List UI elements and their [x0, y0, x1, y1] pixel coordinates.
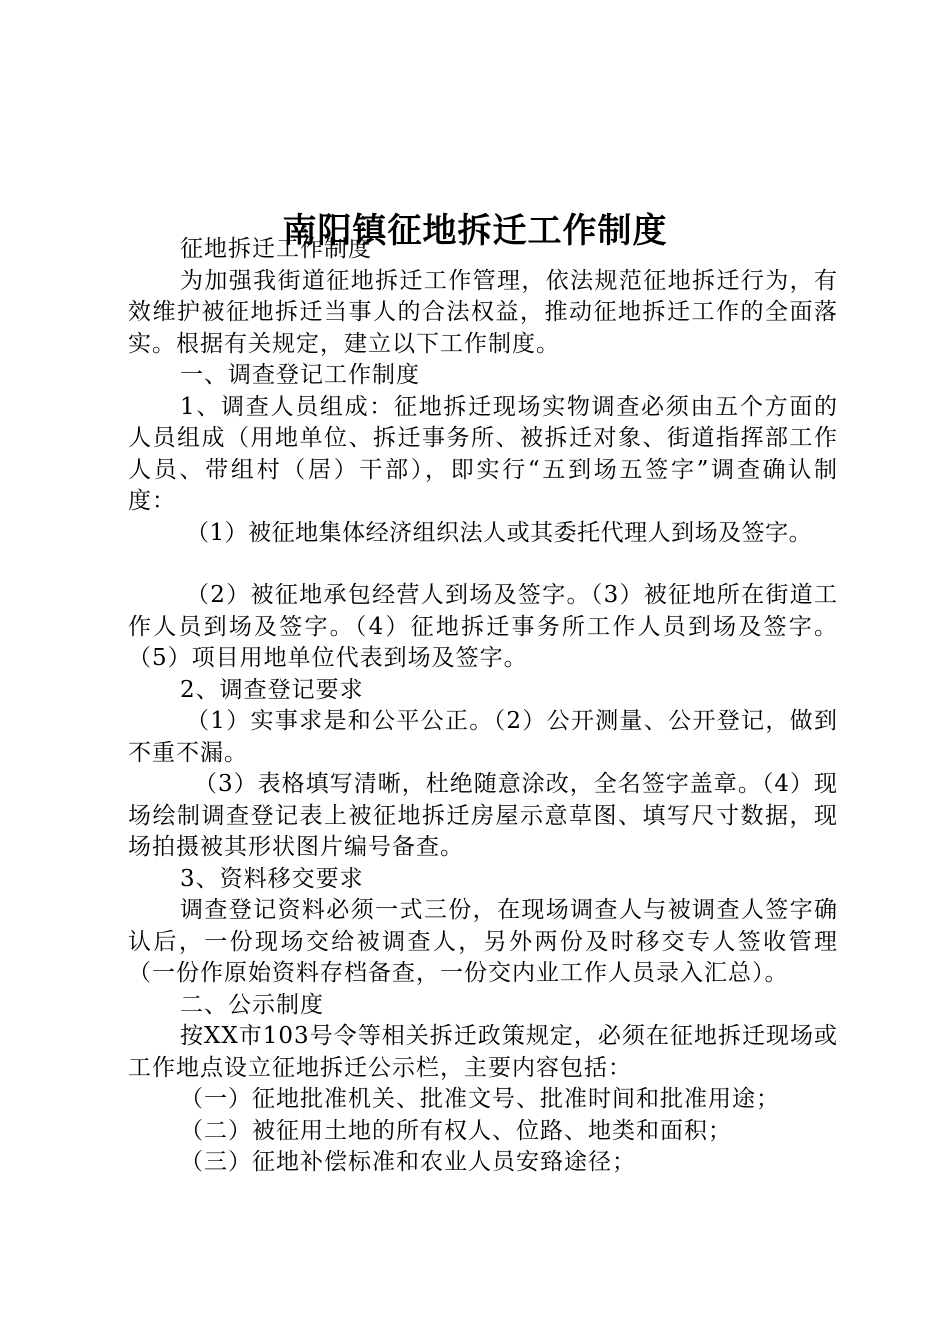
document-title: 南阳镇征地拆迁工作制度 [282, 210, 668, 251]
list-item-3: （三）征地补偿标准和农业人员安臵途径； [180, 1149, 636, 1175]
paragraph-publicity: 按XX市103号令等相关拆迁政策规定，必须在征地拆迁现场或工作地点设立征地拆迁公示栏，主要内容包括： [128, 1023, 838, 1081]
section-heading-transfer: 3、资料移交要求 [180, 865, 364, 892]
paragraph-requirements-3-4: （3）表格填写清晰，杜绝随意涂改，全名签字盖章。（4）现场绘制调查登记表上被征地拆迁房屋示意草图、填写尺寸数据，现场拍摄被其形状图片编号备查。 [128, 771, 838, 860]
section-heading-publicity: 二、公示制度 [180, 991, 324, 1018]
section-heading-survey-requirements: 2、调查登记要求 [180, 676, 364, 703]
section-heading-survey: 一、调查登记工作制度 [180, 362, 420, 388]
list-item-1: （一）征地批准机关、批准文号、批准时间和批准用途； [180, 1086, 780, 1112]
paragraph-item-1: （1）被征地集体经济组织法人或其委托代理人到场及签字。 [186, 519, 813, 546]
blank-line [128, 549, 838, 580]
paragraph-intro: 为加强我街道征地拆迁工作管理，依法规范征地拆迁行为，有效维护被征地拆迁当事人的合法权益，推动征地拆迁工作的全面落实。根据有关规定，建立以下工作制度。 [128, 267, 838, 357]
paragraph-items-2-5: （2）被征地承包经营人到场及签字。（3）被征地所在街道工作人员到场及签字。（4）征地拆迁事务所工作人员到场及签字。（5）项目用地单位代表到场及签字。 [128, 582, 838, 671]
paragraph-subtitle: 征地拆迁工作制度 [180, 236, 372, 262]
document-body [128, 234, 838, 1179]
paragraph-requirements-1-2: （1）实事求是和公平公正。（2）公开测量、公开登记，做到不重不漏。 [128, 708, 838, 766]
list-item-2: （二）被征用土地的所有权人、位路、地类和面积； [180, 1117, 732, 1144]
paragraph-survey-personnel: 1、调查人员组成：征地拆迁现场实物调查必须由五个方面的人员组成（用地单位、拆迁事务所、被拆迁对象、街道指挥部工作人员、带组村（居）干部），即实行“五到场五签字”调查确认制度： [128, 393, 838, 514]
paragraph-transfer: 调查登记资料必须一式三份，在现场调查人与被调查人签字确认后，一份现场交给被调查人，另外两份及时移交专人签收管理（一份作原始资料存档备查，一份交内业工作人员录入汇总）。 [128, 897, 838, 986]
